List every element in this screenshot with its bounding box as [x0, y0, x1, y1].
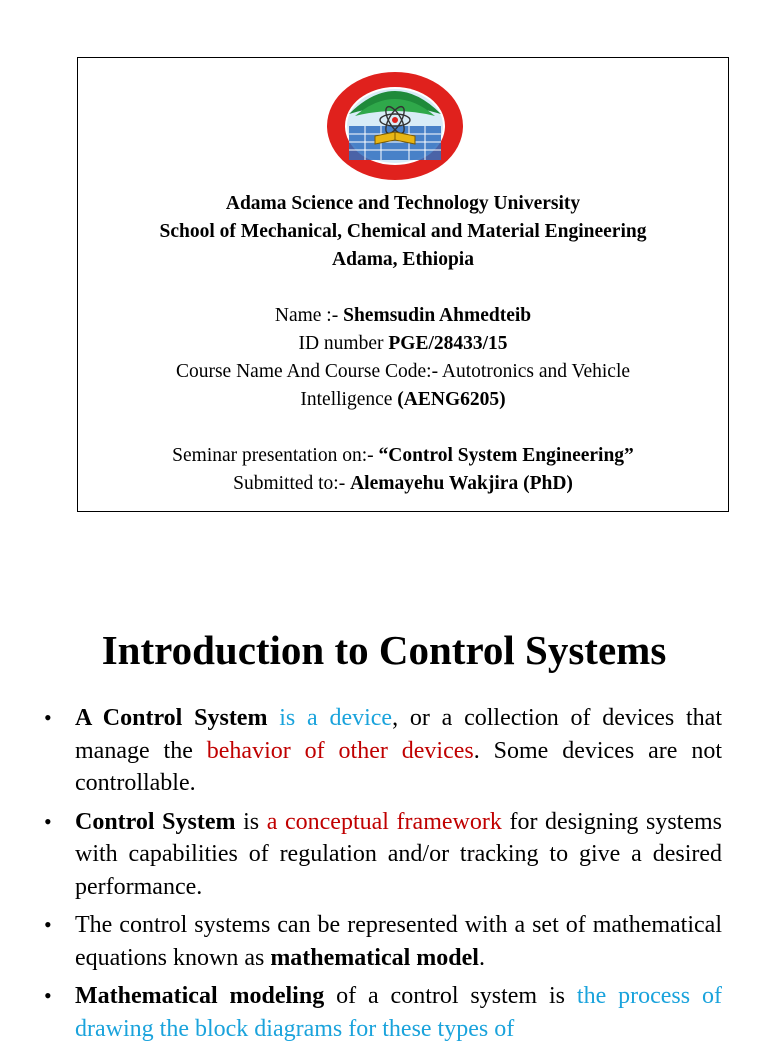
id-value: PGE/28433/15 [388, 333, 508, 354]
list-item [44, 702, 722, 800]
course-label: Course Name And Course Code:- [175, 361, 439, 382]
bullet-bold: A Control System [75, 705, 268, 731]
bullet-icon: • [44, 912, 52, 937]
list-item [44, 909, 722, 974]
name-line [78, 302, 728, 330]
course-name-1: Autotronics and Vehicle [441, 361, 631, 382]
university-seal-icon [325, 70, 465, 182]
bullet-text: . Some devices are not controllable. [75, 737, 722, 796]
bullet-highlight-blue: the process of drawing the block diagrams for these types of [75, 983, 722, 1042]
bullet-text: is [235, 808, 267, 835]
bullet-bold: Mathematical modeling [75, 983, 325, 1009]
list-item [44, 980, 722, 1045]
id-line [78, 330, 728, 358]
course-line [78, 358, 728, 386]
list-item [44, 806, 722, 904]
bullet-text [267, 705, 279, 731]
bullet-bold: Control System [75, 808, 236, 835]
name-value: Shemsudin Ahmedteib [343, 305, 532, 326]
bullet-highlight-blue: is a device [279, 705, 393, 731]
id-label: ID number [298, 333, 384, 354]
school-name: School of Mechanical, Chemical and Material Engineering [159, 221, 647, 242]
name-label: Name :- [274, 305, 339, 326]
bullet-text: of a control system is [324, 983, 577, 1009]
seminar-label: Seminar presentation on:- [172, 445, 374, 466]
bullet-icon: • [44, 808, 52, 834]
bullet-bold: mathematical model [270, 944, 479, 971]
submitted-to: Alemayehu Wakjira (PhD) [350, 473, 573, 494]
seminar-line [78, 442, 728, 470]
bullet-text: , or a collection of devices that manage the [75, 705, 722, 764]
bullet-highlight-red: behavior of other devices [206, 737, 474, 764]
course-line-2 [78, 386, 728, 414]
bullet-text: for designing systems with capabilities of regulation and/or tracking to give a desired performance. [75, 808, 722, 900]
course-name-2: Intelligence [300, 389, 393, 410]
bullet-list [44, 702, 722, 1051]
bullet-text: . [478, 944, 485, 971]
presentation-info [78, 190, 728, 498]
university-name: Adama Science and Technology University [225, 193, 581, 214]
submitted-label: Submitted to:- [233, 473, 346, 494]
location: Adama, Ethiopia [332, 249, 474, 270]
submitted-line [78, 470, 728, 498]
title-slide [77, 57, 729, 512]
bullet-icon: • [44, 983, 52, 1008]
seminar-title: “Control System Engineering” [378, 445, 634, 466]
course-code: (AENG6205) [397, 389, 506, 410]
bullet-highlight-red: a conceptual framework [266, 808, 502, 835]
bullet-icon: • [44, 705, 52, 730]
slide-title: Introduction to Control Systems [101, 627, 667, 673]
bullet-text: The control systems can be represented with a set of mathematical equations known as [75, 912, 722, 971]
